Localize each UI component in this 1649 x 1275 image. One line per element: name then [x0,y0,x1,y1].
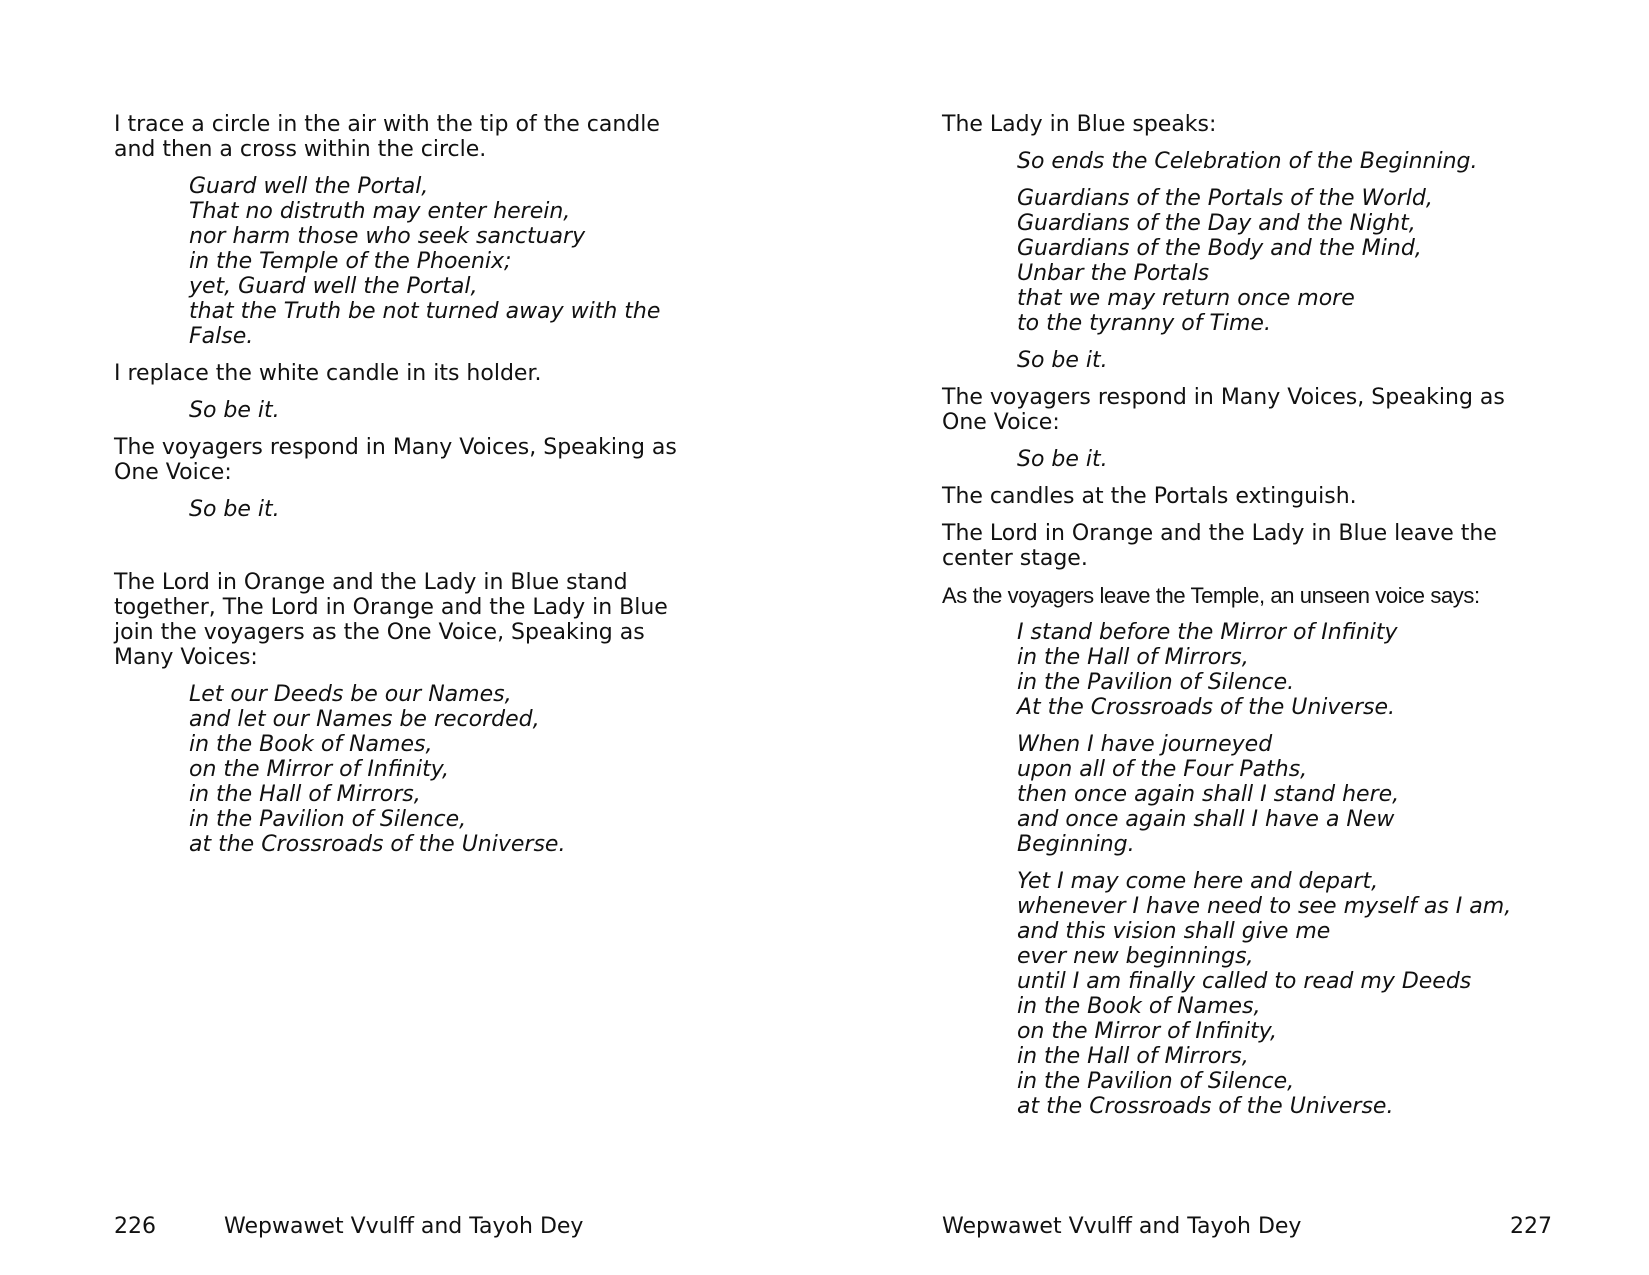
page-number: 226 [114,1214,156,1239]
prose-paragraph: The Lord in Orange and the Lady in Blue stand together, The Lord in Orange and the Lady in Blue join the voyagers as the One Voice, Speaking as Many Voices: [114,570,668,670]
right-page [824,0,1649,1275]
verse-stanza: When I have journeyed upon all of the Four Paths, then once again shall I stand here, and once again shall I have a New Beginning. [1017,732,1400,857]
page-number: 227 [1510,1214,1552,1239]
running-head: Wepwawet Vvulff and Tayoh Dey [942,1214,1302,1239]
running-head: Wepwawet Vvulff and Tayoh Dey [224,1214,584,1239]
verse-stanza: So ends the Celebration of the Beginning. [1017,149,1478,174]
verse-stanza: Let our Deeds be our Names, and let our Names be recorded, in the Book of Names, on the Mirror of Infinity, in the Hall of Mirrors, in the Pavilion of Silence, at the Crossroads of the Universe. [189,682,566,857]
verse-stanza: Yet I may come here and depart, whenever I have need to see myself as I am, and this vision shall give me ever new beginnings, until I am finally called to read my Deeds in the Book of Names, on the Mirror of Infinity, in the Hall of Mirrors, in the Pavilion of Silence, at the Crossroads of the Universe. [1017,869,1512,1119]
verse-stanza: So be it. [189,398,280,423]
prose-paragraph: I replace the white candle in its holder. [114,361,542,386]
right-page-body [942,112,1582,1131]
prose-paragraph: The Lady in Blue speaks: [942,112,1217,137]
left-page [0,0,824,1275]
prose-paragraph: The voyagers respond in Many Voices, Speaking as One Voice: [942,385,1505,435]
prose-paragraph: I trace a circle in the air with the tip of the candle and then a cross within the circle. [114,112,660,162]
verse-stanza: I stand before the Mirror of Infinity in the Hall of Mirrors, in the Pavilion of Silence. At the Crossroads of the Universe. [1017,620,1398,720]
section-spacer [114,534,714,570]
verse-stanza: Guardians of the Portals of the World, Guardians of the Day and the Night, Guardians of the Body and the Mind, Unbar the Portals that we may return once more to the tyranny of Time. [1017,186,1433,336]
prose-paragraph: The candles at the Portals extinguish. [942,484,1357,509]
prose-paragraph: As the voyagers leave the Temple, an unseen voice says: [942,583,1480,608]
verse-stanza: So be it. [189,497,280,522]
left-page-body [114,112,714,869]
prose-paragraph: The Lord in Orange and the Lady in Blue leave the center stage. [942,521,1497,571]
prose-paragraph: The voyagers respond in Many Voices, Speaking as One Voice: [114,435,677,485]
verse-stanza: Guard well the Portal, That no distruth may enter herein, nor harm those who seek sanctuary in the Temple of the Phoenix; yet, Guard well the Portal, that the Truth be not turned away with the False. [189,174,661,349]
verse-stanza: So be it. [1017,348,1108,373]
verse-stanza: So be it. [1017,447,1108,472]
